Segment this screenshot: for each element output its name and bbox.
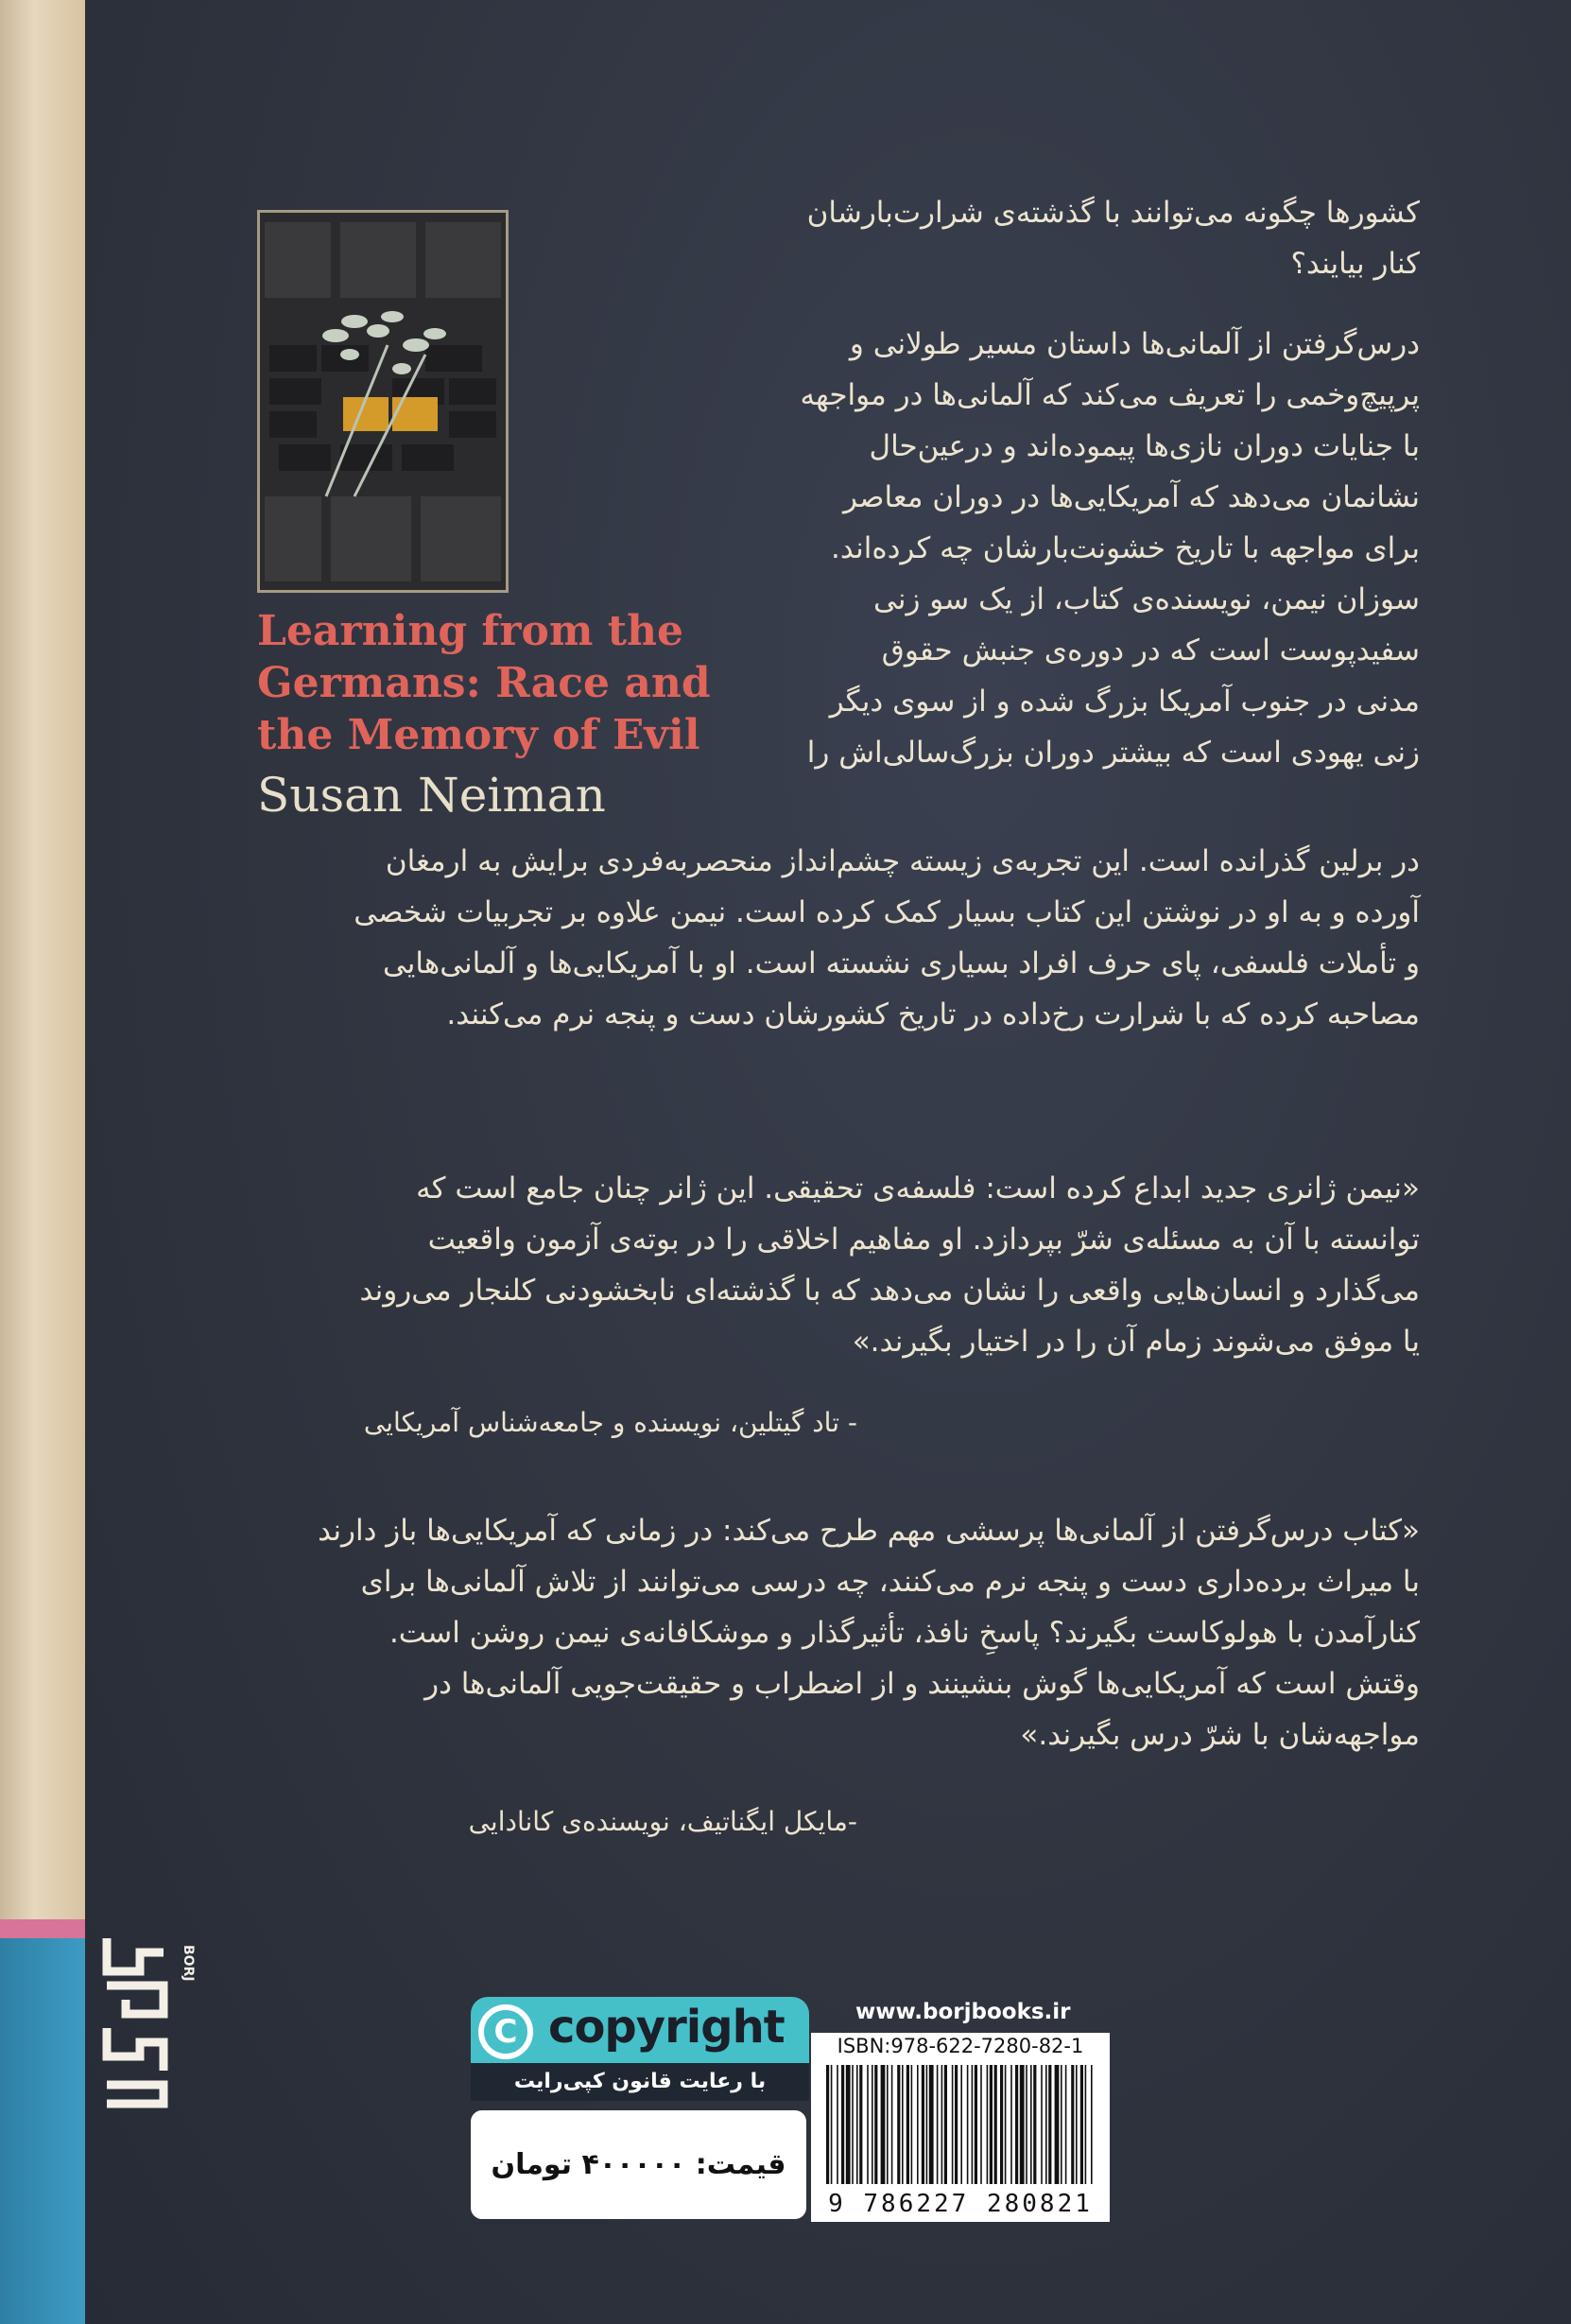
cover-photo-stolperstein — [257, 210, 509, 593]
blurb-question — [725, 187, 1420, 289]
barcode-bar — [937, 2065, 939, 2184]
barcode-bar — [1041, 2065, 1043, 2184]
quote-line: یا موفق می‌شوند زمام آن را در اختیار بگیرند.» — [852, 1325, 1420, 1359]
blurb-line: آورده و به او در نوشتن این کتاب بسیار کمک کرده است. نیمن علاوه بر تجربیات شخصی — [354, 895, 1420, 929]
blurb-paragraph-2 — [354, 836, 1420, 1040]
barcode-bar — [980, 2065, 982, 2184]
barcode-bar — [1065, 2065, 1067, 2184]
barcode-bar — [990, 2065, 993, 2184]
barcode-bar — [897, 2065, 900, 2184]
spine-accent-stripe — [0, 1919, 85, 1940]
spine-blue-band — [0, 1938, 85, 2324]
barcode-bar — [1048, 2065, 1051, 2184]
barcode-bar — [944, 2065, 947, 2184]
barcode-bar — [960, 2065, 962, 2184]
quote-line: مواجهه‌شان با شرّ درس بگیرند.» — [1020, 1718, 1420, 1752]
barcode-bar — [967, 2065, 969, 2184]
barcode-bar — [929, 2065, 934, 2184]
quote-line: کنارآمدن با هولوکاست بگیرند؟ پاسخِ نافذ، تأثیرگذار و موشکافانه‌ی نیمن روشن است. — [388, 1616, 1420, 1650]
blurb-line: و تأملات فلسفی، پای حرف افراد بسیاری نشسته است. او با آمریکایی‌ها و آلمانی‌هایی — [382, 946, 1420, 980]
blurb-line: در برلین گذرانده است. این تجربه‌ی زیسته چشم‌انداز منحصربه‌فردی برایش به ارمغان — [385, 844, 1420, 878]
barcode-bar — [917, 2065, 919, 2184]
barcode-bar — [911, 2065, 913, 2184]
blurb-line: برای مواجهه با تاریخ خشونت‌بارشان چه کرده‌اند. — [831, 531, 1420, 565]
borj-logo-icon — [97, 1934, 196, 2108]
barcode-bar — [922, 2065, 924, 2184]
barcode-bar — [952, 2065, 954, 2184]
barcode-bar — [859, 2065, 862, 2184]
quote-line: می‌گذارد و انسان‌هایی واقعی را نشان می‌دهد که با گذشته‌ای نابخشودنی کلنجار می‌روند — [359, 1274, 1420, 1308]
book-title-english — [257, 605, 730, 761]
blurb-line: زنی یهودی است که بیشتر دوران بزرگ‌سالی‌اش را — [806, 736, 1420, 770]
barcode-bar — [831, 2065, 833, 2184]
barcode-bar — [1026, 2065, 1027, 2184]
copyright-word: copyright — [548, 2001, 785, 2054]
copyright-note: با رعایت قانون کپی‌رایت — [471, 2063, 809, 2101]
blurb-line: سفیدپوست است که در دوره‌ی جنبش حقوق — [881, 633, 1420, 668]
barcode-bar — [1085, 2065, 1087, 2184]
quote-line: وقتش است که آمریکایی‌ها گوش بنشینند و از اضطراب و حقیقت‌جویی آلمانی‌ها در — [424, 1667, 1420, 1701]
barcode-bar — [841, 2065, 844, 2184]
blurb-line: درس‌گرفتن از آلمانی‌ها داستان مسیر طولانی و — [849, 327, 1420, 361]
publisher-website[interactable]: www.borjbooks.ir — [855, 2000, 1071, 2024]
barcode-bar — [1071, 2065, 1074, 2184]
barcode-bar — [846, 2065, 851, 2184]
barcode-bar — [1010, 2065, 1012, 2184]
blurb-line: نشانمان می‌دهد که آمریکایی‌ها در دوران معاصر — [843, 480, 1420, 514]
barcode-bar — [891, 2065, 893, 2184]
review-quote-2 — [318, 1505, 1420, 1760]
barcode-bar — [955, 2065, 958, 2184]
title-line-1: Learning from the — [257, 607, 684, 655]
barcode-bar — [856, 2065, 858, 2184]
barcode-bar — [1015, 2065, 1018, 2184]
review-quote-1 — [359, 1163, 1420, 1367]
blurb-line: با جنایات دوران نازی‌ها پیموده‌اند و درعین‌حال — [869, 429, 1420, 463]
barcode-bar — [926, 2065, 928, 2184]
barcode-bar — [975, 2065, 977, 2184]
blurb-line: کنار بیایند؟ — [1290, 247, 1420, 281]
cobblestone-flowers-image — [260, 213, 506, 590]
price-label: قیمت: ۴۰۰۰۰۰ تومان — [471, 2110, 806, 2219]
blurb-line: سوزان نیمن، نویسنده‌ی کتاب، از یک سو زنی — [872, 582, 1420, 616]
barcode-bar — [1000, 2065, 1003, 2184]
barcode-bar — [826, 2065, 829, 2184]
barcode-bar — [1030, 2065, 1032, 2184]
title-line-2: Germans: Race and — [257, 659, 711, 707]
barcode-bar — [1091, 2065, 1093, 2184]
blurb-line: مدنی در جنوب آمریکا بزرگ شده و از سوی دیگر — [829, 685, 1420, 719]
barcode-bar — [1033, 2065, 1036, 2184]
barcode-bar — [1055, 2065, 1060, 2184]
barcode-bar — [972, 2065, 974, 2184]
barcode-bar — [902, 2065, 904, 2184]
blurb-line: کشورها چگونه می‌توانند با گذشته‌ی شرارت‌بارشان — [806, 196, 1420, 230]
title-line-3: the Memory of Evil — [257, 711, 700, 759]
publisher-logo — [97, 1934, 196, 2108]
barcode-bar — [881, 2065, 886, 2184]
blurb-line: پرپیچ‌وخمی را تعریف می‌کند که آلمانی‌ها در مواجهه — [800, 378, 1420, 412]
isbn-barcode-box — [811, 2033, 1110, 2222]
author-name: Susan Neiman — [257, 768, 606, 823]
copyright-icon: C — [478, 2004, 533, 2059]
quote-1-attribution: - تاد گیتلین، نویسنده و جامعه‌شناس آمریکایی — [363, 1407, 857, 1438]
barcode-bar — [872, 2065, 873, 2184]
barcode-bar — [837, 2065, 838, 2184]
quote-line: «نیمن ژانری جدید ابداع کرده است: فلسفه‌ی تحقیقی. این ژانر چنان جامع است که — [416, 1171, 1420, 1205]
barcode-icon — [822, 2065, 1098, 2184]
barcode-bar — [852, 2065, 854, 2184]
quote-line: توانسته با آن به مسئله‌ی شرّ بپردازد. او مفاهیم اخلاقی را در بوته‌ی آزمون واقعیت — [427, 1223, 1420, 1257]
barcode-bar — [1045, 2065, 1047, 2184]
barcode-bar — [1061, 2065, 1062, 2184]
quote-line: با میراث برده‌داری دست و پنجه نرم می‌کنند، چه درسی می‌توانند از تلاش آلمانی‌ها برای — [360, 1565, 1420, 1599]
barcode-bar — [1080, 2065, 1083, 2184]
barcode-bar — [1005, 2065, 1007, 2184]
barcode-bar — [874, 2065, 877, 2184]
quote-line: «کتاب درس‌گرفتن از آلمانی‌ها پرسشی مهم طرح می‌کند: در زمانی که آمریکایی‌ها باز دارند — [318, 1514, 1420, 1548]
barcode-bar — [994, 2065, 997, 2184]
barcode-bar — [887, 2065, 889, 2184]
logo-text: BORJ — [181, 1945, 196, 1982]
quote-2-attribution: -مایکل ایگناتیف، نویسنده‌ی کانادایی — [468, 1806, 857, 1837]
barcode-bar — [987, 2065, 989, 2184]
barcode-bar — [1076, 2065, 1078, 2184]
blurb-paragraph-1 — [725, 319, 1420, 778]
barcode-bar — [867, 2065, 869, 2184]
isbn-number: ISBN:978-622-7280-82-1 — [837, 2035, 1084, 2057]
barcode-bar — [941, 2065, 943, 2184]
barcode-bar — [906, 2065, 909, 2184]
barcode-digits: 9 786227 280821 — [828, 2190, 1093, 2218]
blurb-line: مصاحبه کرده که با شرارت رخ‌داده در تاریخ کشورشان دست و پنجه نرم می‌کنند. — [446, 997, 1420, 1032]
copyright-badge — [471, 1997, 809, 2101]
barcode-bar — [1020, 2065, 1025, 2184]
